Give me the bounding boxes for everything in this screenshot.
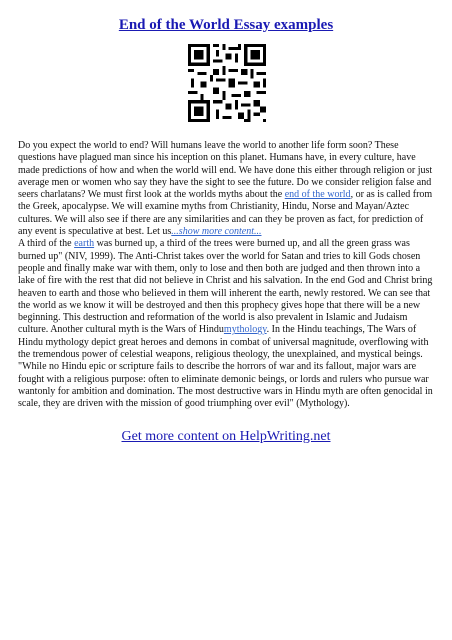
link-mythology[interactable]: mythology xyxy=(223,324,267,336)
essay-paragraph-2: A third of the earth was burned up, a third of the trees were burned up, and all the green grass was burned up" (NIV, 1999). The Anti-Christ takes over the world for Satan and tries to kill Gods chosen people and finally make war with them, only to lose and then both are judged and then thrown into a lake of fire with the rest that did not believe in Christ and his salvation. In the end God and Christ bring heaven to earth and those who believed in them will inherent the earth, newly restored. We can see that the world as we know it will be destroyed and then this prophecy gives hope that there will be a new beginning. This destruction and reformation of the world is also prevalent in Islamic and Judaism culture. Another cultural myth is the Wars of Hindumythology. In the Hindu teachings, The Wars of Hindu mythology depict great heroes and demons in combat of universal magnitude, overflowing with the tremendous power of celestial weapons, religious theology, the unexplained, and mystical beings. "While no Hindu epic or scripture fails to describe the horrors of war and its fallout, major wars are fought with a religious purpose: often to eliminate demonic beings, or lords and rulers who pursue war wantonly for ambition and domination. The most destructive wars in Hindu myth are often genocidal in scale, they are driven with the mission of good triumphing over evil" (Mythology). xyxy=(18,238,433,410)
show-more-link[interactable]: ...show more content... xyxy=(171,226,262,238)
get-more-content-link[interactable]: Get more content on HelpWriting.net xyxy=(121,429,331,444)
link-earth[interactable]: earth xyxy=(74,238,95,250)
essay-body xyxy=(18,140,436,411)
link-end-of-the-world[interactable]: end of the world xyxy=(284,189,351,201)
essay-paragraph-1: Do you expect the world to end? Will humans leave the world to another life form soon? These questions have plagued man since his inception on this planet. Humans have, in every culture, have made predictions of how and when the world will end. We have done this either through religion or just average men or women who say they have the sight to see the future. Do we consider religion false and seers charlatans? We must first look at the worlds myths about the end of the world, or as is called from the Greek, apocalypse. We will examine myths from Christianity, Hindu, Norse and Mayan/Aztec cultures. We will also see if there are any similarities and can they be proven as fact, for prediction of any event is speculative at best. Let us...show more content... xyxy=(18,140,433,238)
page-title[interactable]: End of the World Essay examples xyxy=(118,17,334,33)
qr-code-icon xyxy=(188,44,266,122)
